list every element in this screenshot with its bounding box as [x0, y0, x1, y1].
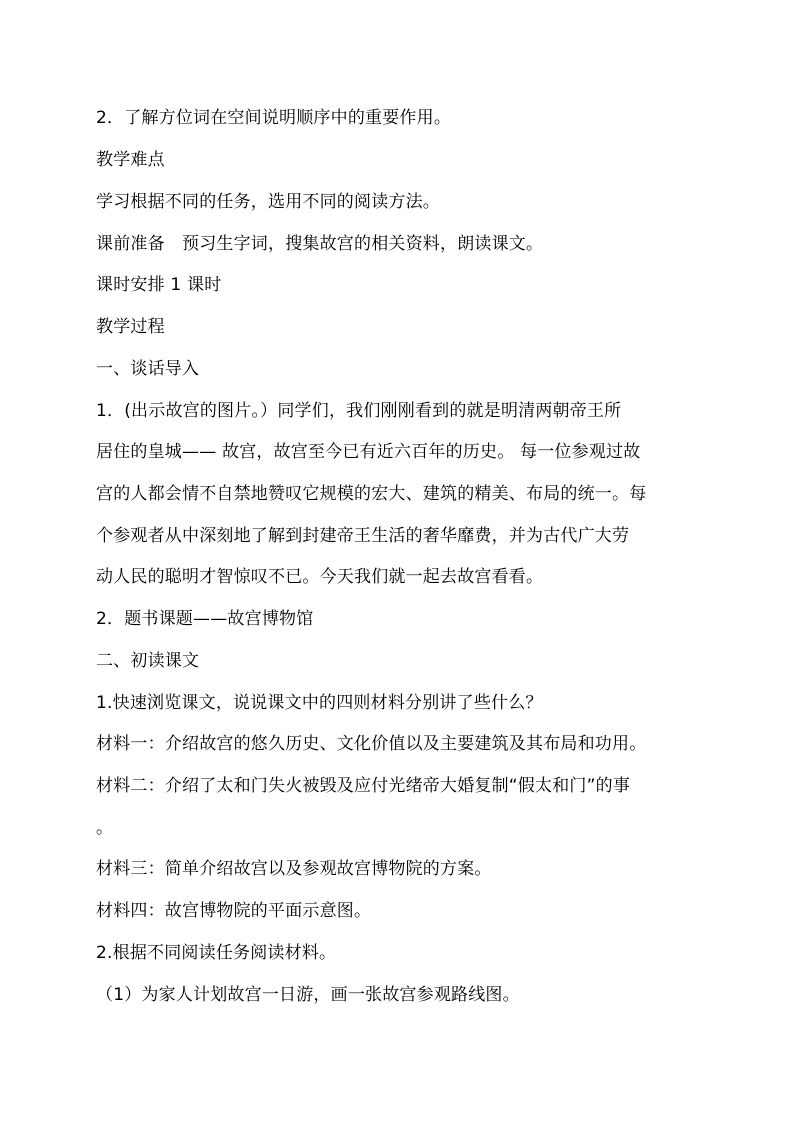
task-item-1: 1.快速浏览课文，说说课文中的四则材料分别讲了些什么？	[96, 693, 543, 713]
preparation-text: 课前准备 预习生字词，搜集故宫的相关资料，朗读课文。	[96, 234, 544, 254]
paragraph-line: 动人民的聪明才智惊叹不已。今天我们就一起去故宫看看。	[96, 567, 544, 587]
section-heading-teaching-process: 教学过程	[96, 317, 165, 337]
paragraph-line: 宫的人都会情不自禁地赞叹它规模的宏大、建筑的精美、布局的统一。每	[96, 484, 647, 504]
subheading-introduction: 一、谈话导入	[96, 359, 200, 379]
material-four: 材料四：故宫博物院的平面示意图。	[96, 901, 372, 921]
section-heading-teaching-difficulty: 教学难点	[96, 150, 165, 170]
material-two-continuation: 。	[96, 818, 114, 838]
subheading-first-reading: 二、初读课文	[96, 651, 200, 671]
task-item-2: 2.根据不同阅读任务阅读材料。	[96, 943, 337, 963]
material-three: 材料三：简单介绍故宫以及参观故宫博物院的方案。	[96, 859, 492, 879]
paragraph-line: 个参观者从中深刻地了解到封建帝王生活的奢华靡费，并为古代广大劳	[96, 526, 630, 546]
title-writing-step: 2．题书课题——故宫博物馆	[96, 609, 314, 629]
material-two: 材料二：介绍了太和门失火被毁及应付光绪帝大婚复制“假太和门”的事	[96, 776, 631, 796]
teaching-difficulty-text: 学习根据不同的任务，选用不同的阅读方法。	[96, 192, 440, 212]
paragraph-line: 1．(出示故宫的图片。）同学们，我们刚刚看到的就是明清两朝帝王所	[96, 401, 622, 421]
task-subitem-1: （1）为家人计划故宫一日游，画一张故宫参观路线图。	[96, 985, 520, 1005]
schedule-text: 课时安排 1 课时	[96, 275, 222, 295]
objective-item-2: 2．了解方位词在空间说明顺序中的重要作用。	[96, 108, 452, 128]
material-one: 材料一：介绍故宫的悠久历史、文化价值以及主要建筑及其布局和功用。	[96, 734, 647, 754]
paragraph-line: 居住的皇城—— 故宫，故宫至今已有近六百年的历史。 每一位参观过故	[96, 442, 641, 462]
